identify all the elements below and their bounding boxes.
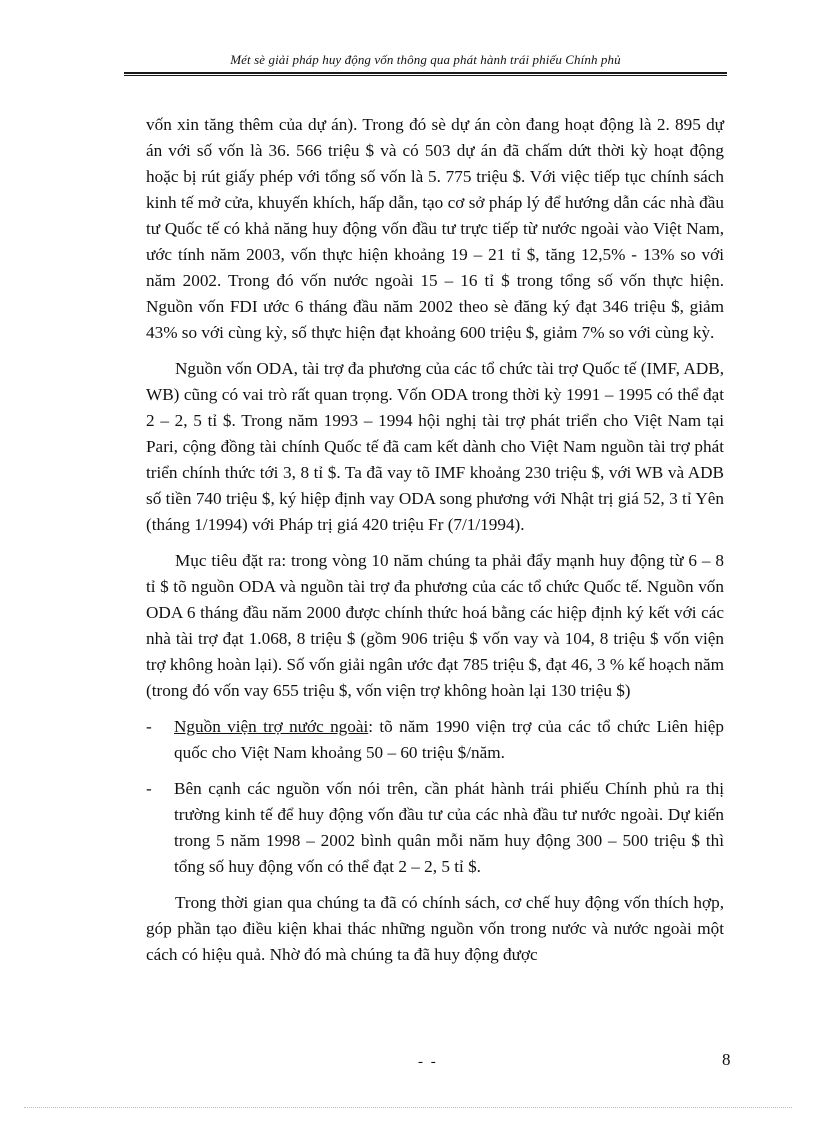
- header-rule: [124, 72, 727, 74]
- bullet-government-bonds: [146, 776, 724, 880]
- bullet-text: : tõ năm 1990 viện trợ của các tổ chức Liên hiệp quốc cho Việt Nam khoảng 50 – 60 triệu $/năm.: [174, 717, 724, 762]
- header-rule-thin: [124, 75, 727, 76]
- bullet-dash: -: [146, 717, 152, 736]
- page-number: 8: [722, 1050, 731, 1069]
- document-body: [146, 112, 724, 968]
- bullet-dash: -: [146, 779, 152, 798]
- paragraph-oda: Nguồn vốn ODA, tài trợ đa phương của các tổ chức tài trợ Quốc tế (IMF, ADB, WB) cũng có vai trò rất quan trọng. Vốn ODA trong thời kỳ 1991 – 1995 có thể đạt 2 – 2, 5 tỉ $. Trong năm 1993 – 1994 hội nghị tài trợ phát triển cho Việt Nam tại Pari, cộng đồng tài chính Quốc tế đã cam kết dành cho Việt Nam nguồn tài trợ phát triển chính thức tới 3, 8 tỉ $. Ta đã vay tõ IMF khoảng 230 triệu $, với WB và ADB số tiền 740 triệu $, ký hiệp định vay ODA song phương với Nhật trị giá 52, 3 tỉ Yên (tháng 1/1994) với Pháp trị giá 420 triệu Fr (7/1/1994).: [146, 359, 724, 534]
- footer-dashes: - -: [418, 1054, 438, 1070]
- bullet-text: Bên cạnh các nguồn vốn nói trên, cần phát hành trái phiếu Chính phủ ra thị trường kinh tế để huy động vốn đầu tư của các nhà đầu tư nước ngoài. Dự kiến trong 5 năm 1998 – 2002 bình quân mỗi năm huy động 300 – 500 triệu $ thì tổng số huy động vốn có thể đạt 2 – 2, 5 tỉ $.: [174, 779, 724, 876]
- bottom-dotted-border: [24, 1107, 792, 1108]
- paragraph-closing: Trong thời gian qua chúng ta đã có chính sách, cơ chế huy động vốn thích hợp, góp phần tạo điều kiện khai thác những nguồn vốn trong nước và nước ngoài một cách có hiệu quả. Nhờ đó mà chúng ta đã huy động được: [146, 893, 724, 964]
- paragraph-target: Mục tiêu đặt ra: trong vòng 10 năm chúng ta phải đẩy mạnh huy động từ 6 – 8 tỉ $ tõ nguồn ODA và nguồn tài trợ đa phương của các tổ chức Quốc tế. Nguồn vốn ODA 6 tháng đầu năm 2000 được chính thức hoá bằng các hiệp định ký kết với các nhà tài trợ đạt 1.068, 8 triệu $ (gồm 906 triệu $ vốn vay và 104, 8 triệu $ vốn viện trợ không hoàn lại). Số vốn giải ngân ước đạt 785 triệu $, đạt 46, 3 % kế hoạch năm (trong đó vốn vay 655 triệu $, vốn viện trợ không hoàn lại 130 triệu $): [146, 551, 724, 700]
- bullet-foreign-aid: [146, 714, 724, 766]
- page-header-title: Mét sè giải pháp huy động vốn thông qua phát hành trái phiếu Chính phủ: [230, 52, 621, 67]
- paragraph-fdi: vốn xin tăng thêm của dự án). Trong đó sè dự án còn đang hoạt động là 2. 895 dự án với số vốn là 36. 566 triệu $ và có 503 dự án đã chấm dứt thời kỳ hoạt động hoặc bị rút giấy phép với tổng số vốn là 5. 775 triệu $. Với việc tiếp tục chính sách kinh tế mở cửa, khuyến khích, hấp dẫn, tạo cơ sở pháp lý để hướng dẫn các nhà đầu tư Quốc tế có khả năng huy động vốn đầu tư trực tiếp từ nước ngoài vào Việt Nam, ước tính năm 2003, vốn thực hiện khoảng 19 – 21 tỉ $, tăng 12,5% - 13% so với năm 2002. Trong đó vốn nước ngoài 15 – 16 tỉ $ trong tổng số vốn thực hiện. Nguồn vốn FDI ước 6 tháng đầu năm 2002 theo sè đăng ký đạt 346 triệu $, giảm 43% so với cùng kỳ, số thực hiện đạt khoảng 600 triệu $, giảm 7% so với cùng kỳ.: [146, 115, 724, 342]
- bullet-heading-underlined: Nguồn viện trợ nước ngoài: [174, 717, 369, 736]
